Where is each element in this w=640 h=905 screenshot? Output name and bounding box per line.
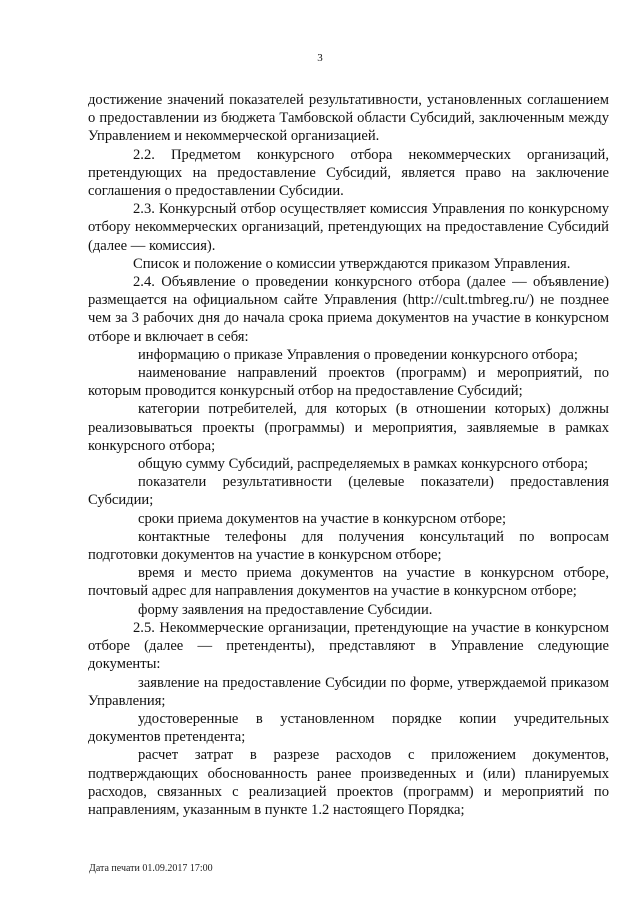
- paragraph-commission-list: Список и положение о комиссии утверждаются приказом Управления.: [133, 255, 571, 272]
- list-item-certified-copies: удостоверенные в установленном порядке копии учредительных документов претендента;: [88, 710, 609, 746]
- list-item-directions: наименование направлений проектов (программ) и мероприятий, по которым проводится конкурсный отбор на предоставление Субсидий;: [88, 365, 609, 400]
- paragraph-2-5: 2.5. Некоммерческие организации, претендующие на участие в конкурсном отборе (далее — претенденты), представляют в Управление следующие документы:: [88, 619, 609, 673]
- document-body: [88, 91, 609, 819]
- list-item-cost-calculation: расчет затрат в разрезе расходов с приложением документов, подтверждающих обоснованность ранее произведенных и (или) планируемых расходов, связанных с реализацией проектов (программ) и мероприятий по направлениям, указанным в пункте 1.2 настоящего Порядка;: [88, 747, 609, 818]
- list-item-application: заявление на предоставление Субсидии по форме, утверждаемой приказом Управления;: [88, 674, 609, 709]
- paragraph-2-3: 2.3. Конкурсный отбор осуществляет комиссия Управления по конкурсному отбору некоммерческих организаций, претендующих на предоставление Субсидий (далее — комиссия).: [88, 201, 609, 254]
- paragraph-2-2: 2.2. Предметом конкурсного отбора некоммерческих организаций, претендующих на предоставление Субсидий, является право на заключение соглашения о предоставлении Субсидии.: [88, 146, 609, 200]
- list-item-order-info: информацию о приказе Управления о проведении конкурсного отбора;: [138, 346, 578, 363]
- list-item-application-form: форму заявления на предоставление Субсидии.: [138, 601, 433, 618]
- list-item-indicators: показатели результативности (целевые показатели) предоставления Субсидии;: [88, 474, 609, 509]
- list-item-consumer-categories: категории потребителей, для которых (в отношении которых) должны реализовываться проекты (программы) и мероприятия, заявляемые в рамках конкурсного отбора;: [88, 401, 609, 454]
- list-item-total-sum: общую сумму Субсидий, распределяемых в рамках конкурсного отбора;: [138, 456, 589, 473]
- paragraph-2-4: 2.4. Объявление о проведении конкурсного отбора (далее — объявление) размещается на официальном сайте Управления (http://cult.tmbreg.ru/) не позднее чем за 3 рабочих дня до начала срока приема документов на участие в конкурсном отборе и включает в себя:: [88, 274, 609, 345]
- print-date-footer: Дата печати 01.09.2017 17:00: [89, 863, 213, 874]
- list-item-time-place: время и место приема документов на участие в конкурсном отборе, почтовый адрес для направления документов на участие в конкурсном отборе;: [88, 565, 609, 600]
- page-number: 3: [317, 52, 323, 64]
- paragraph-continuation: достижение значений показателей результативности, установленных соглашением о предоставлении из бюджета Тамбовской области Субсидий, заключенным между Управлением и некоммерческой организацией.: [88, 92, 609, 145]
- list-item-contact-phones: контактные телефоны для получения консультаций по вопросам подготовки документов на участие в конкурсном отборе;: [88, 528, 609, 564]
- list-item-deadlines: сроки приема документов на участие в конкурсном отборе;: [138, 510, 507, 527]
